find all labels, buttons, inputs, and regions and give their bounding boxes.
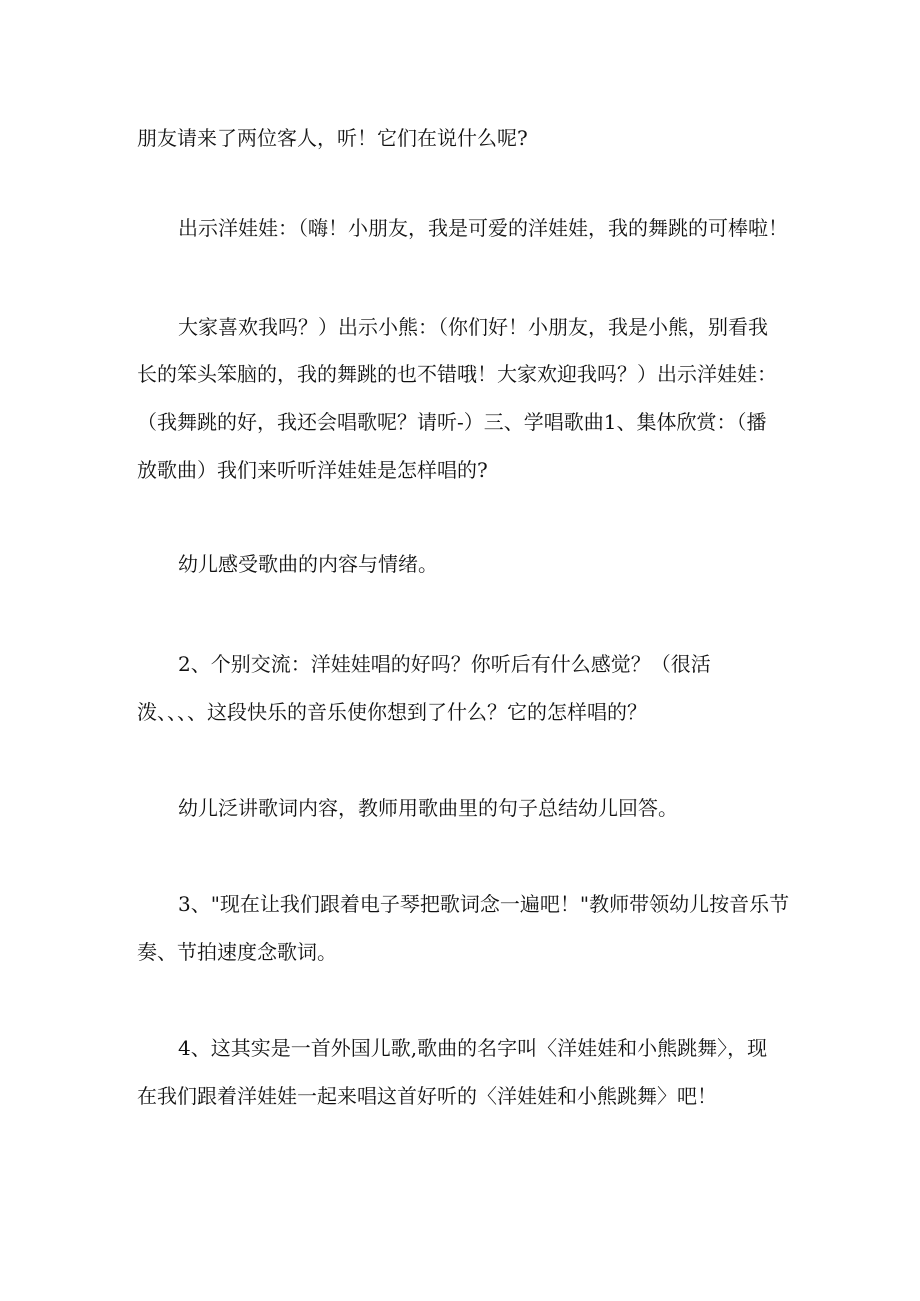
paragraph-5-line-1: 2、个别交流：洋娃娃唱的好吗？你听后有什么感觉？（很活 [178, 652, 711, 676]
paragraph-3-line-4: 放歌曲）我们来听听洋娃娃是怎样唱的? [137, 458, 488, 482]
paragraph-8-line-2: 在我们跟着洋娃娃一起来唱这首好听的〈洋娃娃和小熊跳舞〉吧！ [137, 1084, 717, 1108]
paragraph-7-line-2: 奏、节拍速度念歌词。 [137, 940, 337, 964]
paragraph-6-line-1: 幼儿泛讲歌词内容，教师用歌曲里的句子总结幼儿回答。 [178, 796, 678, 820]
paragraph-4-line-1: 幼儿感受歌曲的内容与情绪。 [178, 552, 438, 576]
paragraph-1-line-1: 朋友请来了两位客人，听！它们在说什么呢? [137, 126, 528, 150]
paragraph-5-line-2: 泼、、、、这段快乐的音乐使你想到了什么？它的怎样唱的？ [137, 700, 647, 724]
paragraph-3-line-3: （我舞跳的好，我还会唱歌呢？请听-）三、学唱歌曲1、集体欣赏：（播 [137, 410, 767, 434]
paragraph-3-line-1: 大家喜欢我吗？）出示小熊：（你们好！小朋友，我是小熊，别看我 [178, 315, 768, 339]
paragraph-8-line-1: 4、这其实是一首外国儿歌,歌曲的名字叫〈洋娃娃和小熊跳舞〉，现 [178, 1036, 768, 1060]
paragraph-7-line-1: 3、"现在让我们跟着电子琴把歌词念一遍吧！"教师带领幼儿按音乐节 [178, 892, 790, 916]
paragraph-3-line-2: 长的笨头笨脑的，我的舞跳的也不错哦！大家欢迎我吗？）出示洋娃娃： [137, 362, 777, 386]
paragraph-2-line-1: 出示洋娃娃：（嗨！小朋友，我是可爱的洋娃娃，我的舞跳的可棒啦！ [178, 216, 788, 240]
